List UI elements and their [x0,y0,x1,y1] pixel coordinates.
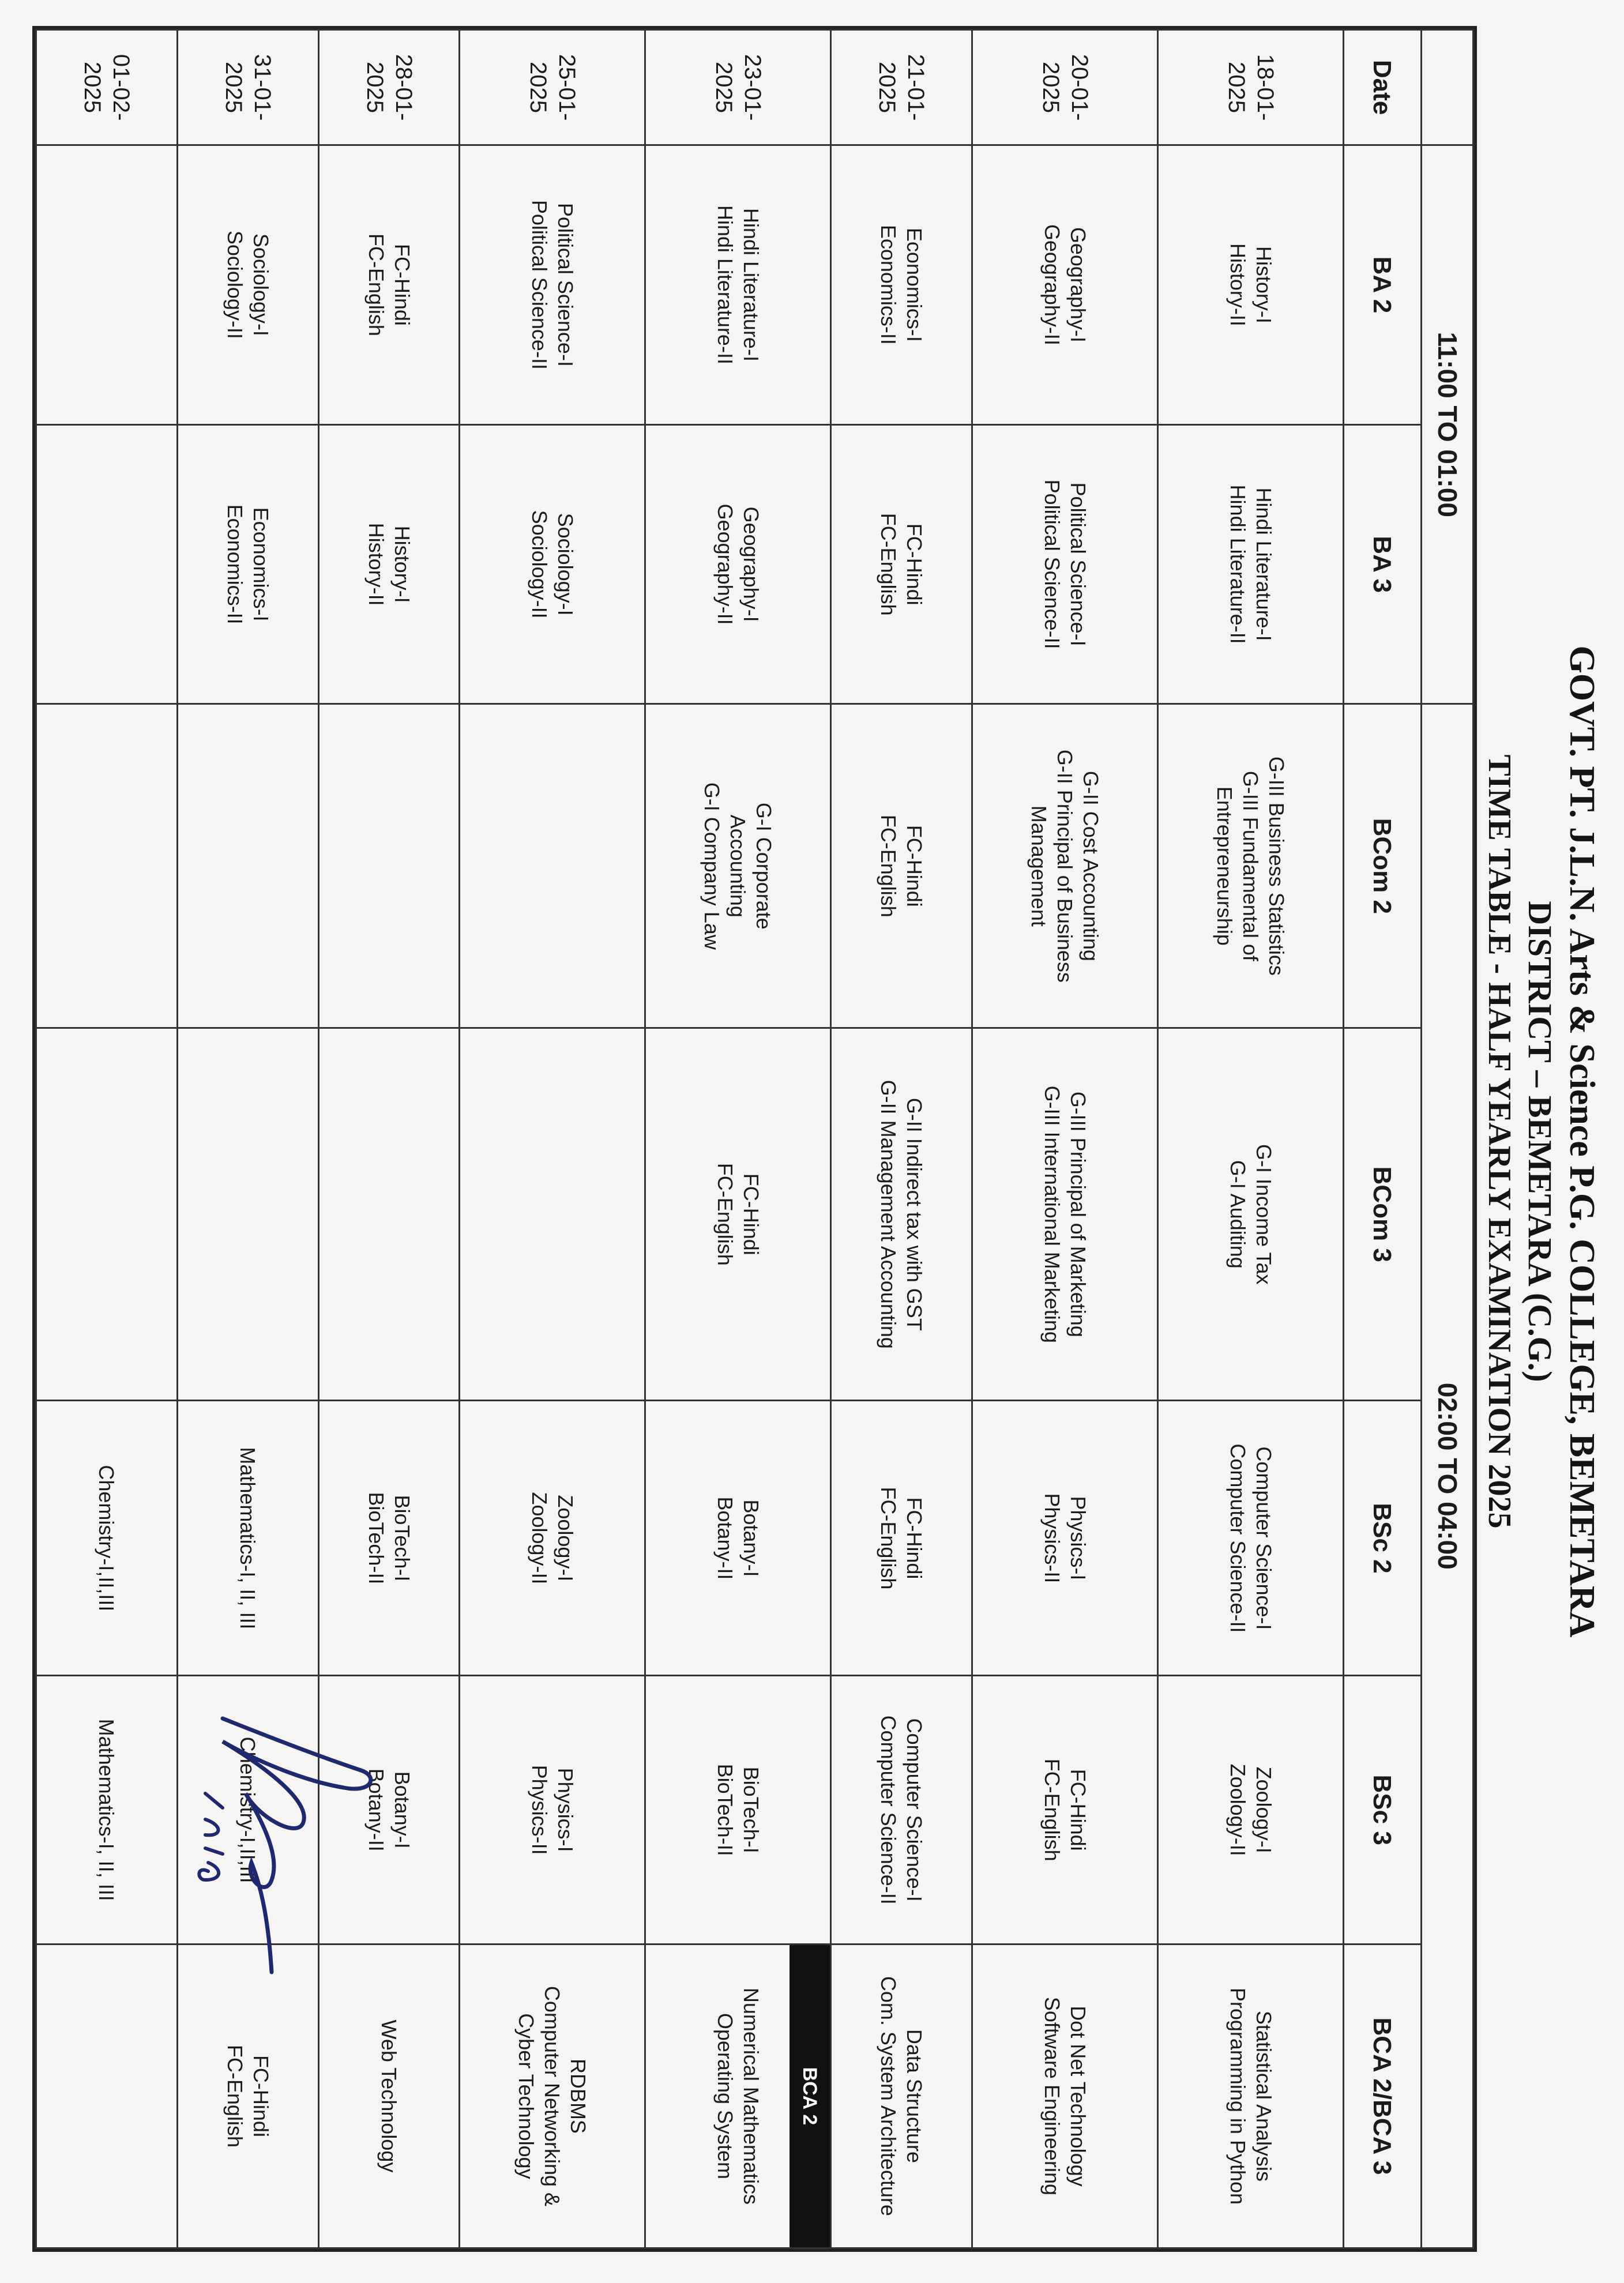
column-header: BSc 3 [1344,1676,1422,1944]
subject-cell [460,1401,645,1676]
subject-line: BioTech-II [713,1763,737,1856]
subject-line: BioTech-I [739,1766,763,1853]
subject-cell [645,145,831,425]
subject-line: Programming in Python [1225,1987,1250,2205]
subject-cell [645,1944,831,2248]
subject-line: Economics-II [877,224,901,345]
subject-line: FC-Hindi [903,523,927,605]
date-column-header: Date [1344,30,1422,145]
subject-line: Operating System [713,2013,737,2180]
subject-line: G-I Corporate [752,802,776,930]
subject-line: Botany-II [713,1496,737,1580]
date-cell: 31-01-2025 [177,30,318,145]
subject-cell [177,1028,318,1401]
subject-cell [972,145,1158,425]
subject-cell [831,424,972,704]
subject-line: FC-Hindi [903,1497,927,1579]
subject-cell [36,1944,178,2248]
subject-cell [645,1028,831,1401]
bca2-tag: BCA 2 [790,1945,830,2247]
subject-line: FC-English [364,233,388,336]
subject-line: Dot Net Technology [1066,2006,1090,2187]
subject-line: G-II Indirect tax with GST [903,1097,927,1331]
subject-cell [177,1401,318,1676]
subject-line: Sociology-II [223,230,247,339]
subject-cell [831,1028,972,1401]
subject-cell [460,1676,645,1944]
subject-line: Botany-I [390,1771,414,1849]
subject-line: History-II [364,522,388,606]
subject-line: Com. System Architecture [877,1976,901,2217]
subject-line: Geography-I [1066,227,1090,343]
subject-cell [36,145,178,425]
subject-line: Management [1027,805,1051,927]
subject-line: Web Technology [377,2019,401,2173]
subject-line: Computer Science-II [1225,1443,1250,1633]
subject-line: Geography-I [739,506,763,622]
column-header: BSc 2 [1344,1401,1422,1676]
subject-line: Computer Science-I [903,1718,927,1902]
subject-cell [831,1676,972,1944]
subject-line: BioTech-II [364,1492,388,1585]
subject-line: Zoology-II [1225,1763,1250,1856]
morning-slot: 11:00 TO 01:00 [1422,145,1473,704]
date-cell: 28-01-2025 [318,30,460,145]
subject-line: Political Science-II [527,200,551,370]
subject-line: Botany-I [739,1499,763,1577]
column-header: BA 2 [1344,145,1422,425]
subject-line: Economics-I [249,507,273,622]
subject-cell [1158,704,1344,1028]
subject-line: G-II Cost Accounting [1079,770,1103,961]
slot-blank [1422,30,1473,145]
subject-cell [36,424,178,704]
subject-line: G-II Principal of Business [1053,749,1077,983]
subject-cell [177,1944,318,2248]
subject-cell [1158,424,1344,704]
subject-cell [318,1401,460,1676]
subject-cell [460,145,645,425]
subject-line: Zoology-II [527,1492,551,1585]
subject-cell [645,424,831,704]
table-row [831,30,972,2248]
subject-line: Geography-II [713,503,737,625]
exam-title: TIME TABLE - HALF YEARLY EXAMINATION 2025 [1482,754,1517,1529]
subject-cell [972,1401,1158,1676]
subject-line: Zoology-I [553,1495,577,1582]
subject-line: Chemistry-I,II,III [236,1736,260,1883]
subject-cell [645,1676,831,1944]
signature-date-stroke [199,1793,223,1880]
column-header: BCA 2/BCA 3 [1344,1944,1422,2248]
subject-line: History-II [1225,243,1250,326]
subject-cell [831,704,972,1028]
subject-line: Sociology-I [249,233,273,336]
subject-cell [318,704,460,1028]
subject-cell [318,1028,460,1401]
date-cell: 21-01-2025 [831,30,972,145]
subject-line: Mathematics-I, II, III [236,1447,260,1630]
subject-line: History-I [1251,246,1276,324]
subject-cell [645,1401,831,1676]
subject-line: FC-English [877,814,901,917]
subject-cell [460,1028,645,1401]
subject-line: Cyber Technology [514,2013,539,2179]
table-row [1158,30,1344,2248]
signature-stroke [223,1718,371,1972]
subject-line: G-III Fundamental of [1239,770,1263,961]
subject-line: FC-English [223,2044,247,2147]
subject-line: FC-English [713,1163,737,1266]
subject-line: G-III Business Statistics [1265,756,1289,976]
subject-line: Geography-II [1040,224,1064,345]
date-cell: 18-01-2025 [1158,30,1344,145]
subject-cell [972,424,1158,704]
subject-cell [36,1401,178,1676]
subject-line: Economics-I [903,227,927,342]
table-row [972,30,1158,2248]
column-header: BCom 3 [1344,1028,1422,1401]
column-header: BA 3 [1344,424,1422,704]
subject-cell [972,1676,1158,1944]
subject-cell [1158,1676,1344,1944]
subject-line: G-III Principal of Marketing [1066,1091,1090,1337]
date-cell: 01-02-2025 [36,30,178,145]
table-row [645,30,831,2248]
table-row [36,30,178,2248]
subject-cell [460,1944,645,2248]
subject-cell [1158,145,1344,425]
subject-line: Physics-II [527,1765,551,1855]
subject-cell [318,1944,460,2248]
subject-line: Physics-II [1040,1493,1064,1584]
subject-line: G-I Company Law [700,782,724,950]
subject-line: G-I Income Tax [1251,1144,1276,1285]
subject-cell [36,1028,178,1401]
signature-image [188,1707,396,1984]
subject-cell [972,704,1158,1028]
subject-cell [831,1401,972,1676]
subject-line: Statistical Analysis [1251,2010,1276,2182]
subject-cell [318,424,460,704]
subject-line: FC-Hindi [739,1173,763,1255]
subject-cell [1158,1028,1344,1401]
subject-line: Sociology-I [553,513,577,616]
subject-line: Sociology-II [527,510,551,619]
subject-line: Hindi Literature-I [1251,487,1276,641]
subject-cell [645,704,831,1028]
subject-line: Physics-I [1066,1496,1090,1581]
subject-cell [177,145,318,425]
column-header: BCom 2 [1344,704,1422,1028]
subject-line: FC-Hindi [390,243,414,326]
subject-line: Hindi Literature-II [713,205,737,364]
subject-line: Computer Networking & [540,1985,565,2207]
subject-line: FC-English [877,513,901,616]
subject-line: Software Engineering [1040,1996,1064,2196]
date-cell: 23-01-2025 [645,30,831,145]
date-cell: 20-01-2025 [972,30,1158,145]
subject-line: Numerical Mathematics [739,1987,763,2205]
subject-line: FC-English [1040,1758,1064,1861]
subject-line: FC-Hindi [1066,1769,1090,1851]
subject-line: Computer Science-I [1251,1446,1276,1630]
subject-line: G-III International Marketing [1040,1085,1064,1343]
subject-cell [1158,1401,1344,1676]
subject-cell [177,424,318,704]
subject-line: G-II Management Accounting [877,1080,901,1349]
subject-cell [972,1028,1158,1401]
subject-line: FC-Hindi [903,825,927,907]
table-row [460,30,645,2248]
subject-line: Economics-II [223,504,247,625]
subject-cell [972,1944,1158,2248]
date-cell: 25-01-2025 [460,30,645,145]
subject-cell [831,145,972,425]
subject-cell [177,704,318,1028]
subject-line: Botany-II [364,1768,388,1852]
subject-cell [318,145,460,425]
subject-line: Political Science-I [553,202,577,367]
subject-line: Political Science-II [1040,479,1064,649]
subject-line: Physics-I [553,1767,577,1852]
district-line: DISTRICT – BEMETARA (C.G.) [1521,901,1559,1382]
subject-line: Entrepreneurship [1213,786,1237,946]
subject-line: Data Structure [903,2029,927,2163]
subject-line: BioTech-I [390,1495,414,1582]
subject-cell [1158,1944,1344,2248]
college-name: GOVT. PT. J.L.N. Arts & Science P.G. COLLEGE, BEMETARA [1562,645,1602,1638]
afternoon-slot: 02:00 TO 04:00 [1422,704,1473,2248]
subject-cell [831,1944,972,2248]
subject-line: Political Science-I [1066,482,1090,646]
subject-line: Hindi Literature-II [1225,484,1250,644]
subject-line: Hindi Literature-I [739,208,763,362]
subject-cell [36,1676,178,1944]
subject-cell [460,704,645,1028]
subject-line: Mathematics-I, II, III [95,1718,119,1901]
subject-line: FC-English [877,1487,901,1590]
subject-line: G-I Auditing [1225,1160,1250,1269]
subject-cell [460,424,645,704]
subject-line: FC-Hindi [249,2055,273,2137]
subject-line: Chemistry-I,II,III [95,1465,119,1612]
subject-cell [36,704,178,1028]
subject-line: Accounting [726,814,750,917]
subject-line: Zoology-I [1251,1766,1276,1853]
subject-line: History-I [390,525,414,603]
subject-line: RDBMS [566,2058,591,2134]
subject-line: Computer Science-II [877,1715,901,1905]
